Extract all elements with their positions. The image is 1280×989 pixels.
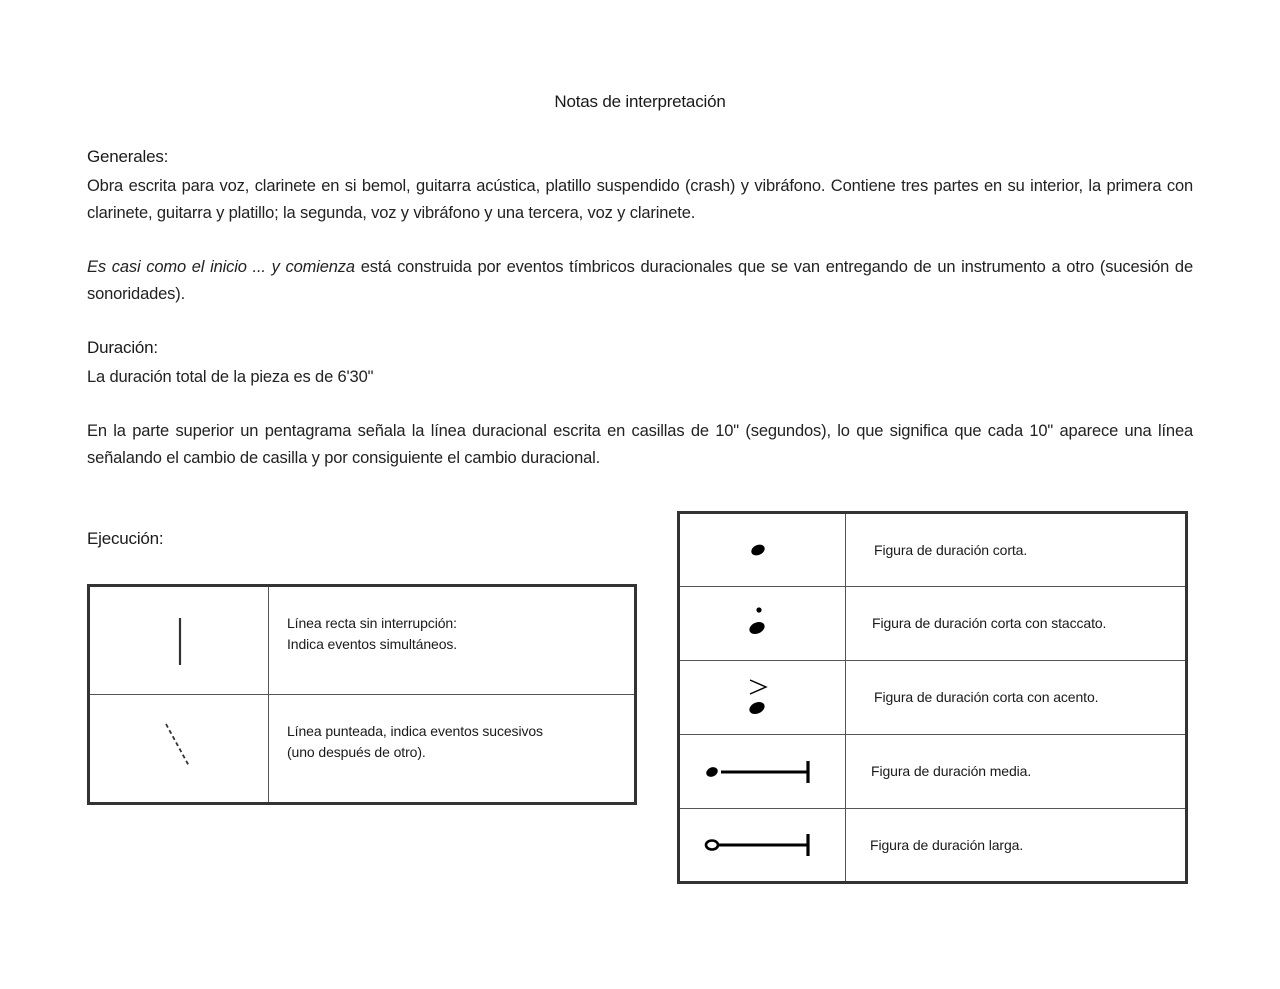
paragraph-generales-construction bbox=[87, 254, 1193, 308]
symbol-cell bbox=[679, 661, 846, 735]
table-row bbox=[679, 809, 1187, 883]
figure-label: Figura de duración corta. bbox=[874, 541, 1028, 558]
description-cell bbox=[269, 695, 636, 804]
description-line: Indica eventos simultáneos. bbox=[287, 635, 458, 652]
dashed-diagonal-line-icon bbox=[90, 696, 268, 802]
description-cell bbox=[846, 587, 1187, 661]
table-row bbox=[679, 661, 1187, 735]
description-cell bbox=[846, 809, 1187, 883]
table-row bbox=[679, 735, 1187, 809]
symbol-cell bbox=[89, 586, 269, 695]
construction-text: está construida por eventos tímbricos duracionales que se van entregando de un instrumento a otro (sucesión de sonoridades). bbox=[87, 258, 1193, 303]
figure-label: Figura de duración corta con acento. bbox=[874, 689, 1099, 705]
symbol-cell bbox=[679, 809, 846, 883]
medium-duration-note-icon bbox=[680, 736, 845, 808]
page-title: Notas de interpretación bbox=[554, 92, 726, 111]
heading-duracion: Duración: bbox=[87, 338, 158, 357]
description-line: (uno después de otro). bbox=[287, 743, 426, 760]
table-row bbox=[89, 586, 636, 695]
solid-vertical-line-icon bbox=[90, 588, 268, 694]
paragraph-total-duration: La duración total de la pieza es de 6'30" bbox=[87, 368, 374, 386]
paragraph-generales-instrumentation: Obra escrita para voz, clarinete en si bemol, guitarra acústica, platillo suspendido (crash) y vibráfono. Contiene tres partes en su interior, la primera con clarinete, guitarra y platillo; la segunda, voz y vibráfono y una tercera, voz y clarinete. bbox=[87, 177, 1193, 222]
heading-generales: Generales: bbox=[87, 147, 169, 166]
figure-label: Figura de duración corta con staccato. bbox=[872, 615, 1107, 631]
staccato-note-icon bbox=[680, 588, 845, 660]
table-row bbox=[89, 695, 636, 804]
short-note-icon bbox=[680, 514, 845, 586]
description-cell bbox=[269, 586, 636, 695]
symbol-cell bbox=[679, 513, 846, 587]
description-cell bbox=[846, 661, 1187, 735]
description-line: Línea recta sin interrupción: bbox=[287, 614, 457, 631]
figure-label: Figura de duración larga. bbox=[870, 836, 1024, 853]
description-cell bbox=[846, 735, 1187, 809]
figure-label: Figura de duración media. bbox=[871, 763, 1032, 779]
description-line: Línea punteada, indica eventos sucesivos bbox=[287, 722, 543, 739]
description-cell bbox=[846, 513, 1187, 587]
accent-note-icon bbox=[680, 662, 845, 734]
work-title-italic: Es casi como el inicio ... y comienza bbox=[87, 258, 355, 276]
paragraph-duration-grid: En la parte superior un pentagrama señala la línea duracional escrita en casillas de 10" (segundos), lo que significa que cada 10" aparece una línea señalando el cambio de casilla y por consiguiente el cambio duracional. bbox=[87, 422, 1193, 467]
execution-legend-table bbox=[87, 584, 637, 805]
duration-figures-table bbox=[677, 511, 1188, 884]
table-row bbox=[679, 513, 1187, 587]
symbol-cell bbox=[679, 587, 846, 661]
symbol-cell bbox=[89, 695, 269, 804]
symbol-cell bbox=[679, 735, 846, 809]
heading-ejecucion: Ejecución: bbox=[87, 529, 164, 548]
long-duration-note-icon bbox=[680, 809, 845, 881]
table-row bbox=[679, 587, 1187, 661]
